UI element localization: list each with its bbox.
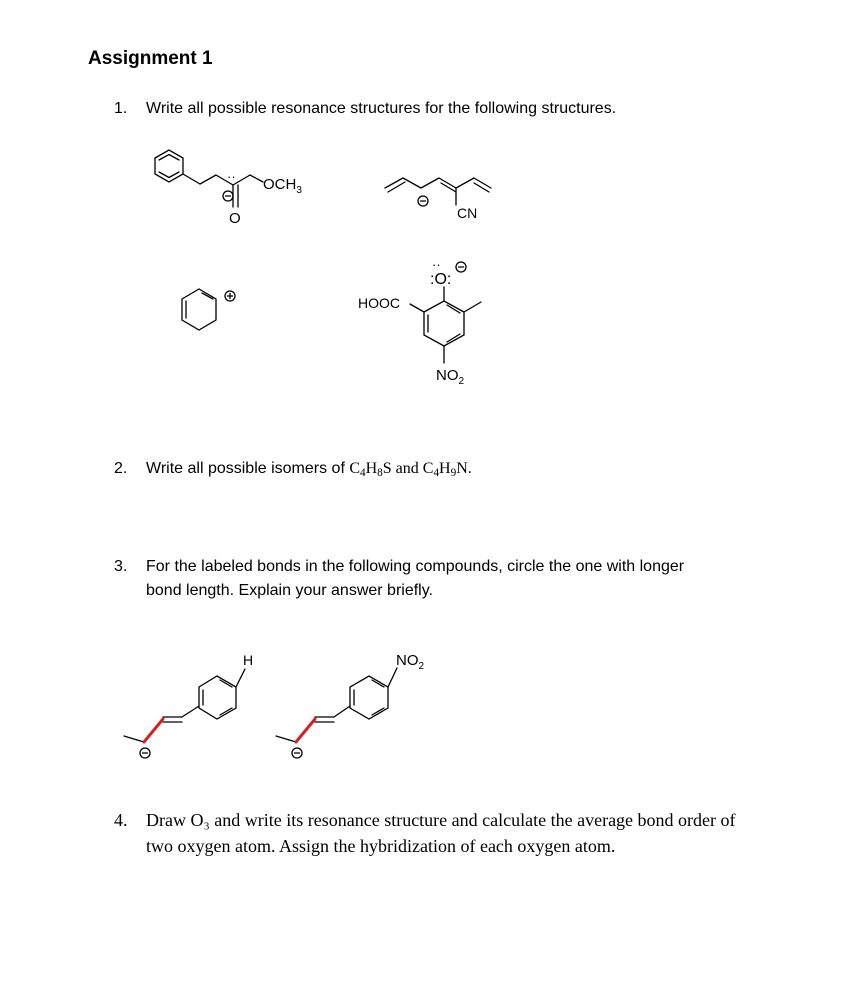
positive-charge-icon [225,291,235,301]
h-label: H [243,652,254,668]
negative-charge-icon [140,748,150,758]
question-text: Draw O₃ and write its resonance structure and calculate the average bond order of two oxygen atom. Assign the hybridization of each oxygen atom. [146,810,736,856]
formula-c4h8s: $C_4H_8S$ [349,460,392,479]
question-text: Write all possible isomers of $C_4H_8S$ and $C_4H_9N$. [146,460,472,479]
structure-cyclohexadienyl-cation [182,289,216,330]
highlighted-bond [144,719,163,742]
hooc-label: HOOC [358,295,400,311]
structure-pentadienyl-anion [385,178,491,205]
structure-styryl-anion-no2 [276,668,397,742]
lone-pair-label: ·· [227,169,236,184]
structure-benzyl-ester-anion [155,150,263,207]
question-number: 1. [114,100,128,117]
no2-label: $NO_2$ [436,367,465,387]
structure-substituted-phenoxide [410,287,481,363]
question-number: 3. [114,558,128,575]
lone-pair-label: ·· [432,257,441,272]
page-title: Assignment 1 [88,48,213,69]
negative-charge-icon [223,191,233,201]
highlighted-bond [296,719,315,742]
cn-label: CN [457,205,478,221]
negative-charge-icon [418,196,428,206]
question-text: Write all possible resonance structures for the following structures. [146,100,617,117]
question-text: For the labeled bonds in the following compounds, circle the one with longer bond length. Explain your answer briefly. [146,558,685,599]
negative-charge-icon [292,748,302,758]
no2-label: $NO_2$ [396,652,425,672]
question-number: 2. [114,460,128,477]
formula-c4h9n: $C_4H_9N$ [422,460,468,479]
question-number: 4. [114,810,128,830]
ester-oxygen-label: O [229,210,241,227]
negative-charge-icon [456,262,466,272]
phenoxide-oxygen-label: :O: [430,271,452,288]
structure-styryl-anion-h [124,669,245,742]
och3-label: $OCH_3$ [263,176,302,196]
